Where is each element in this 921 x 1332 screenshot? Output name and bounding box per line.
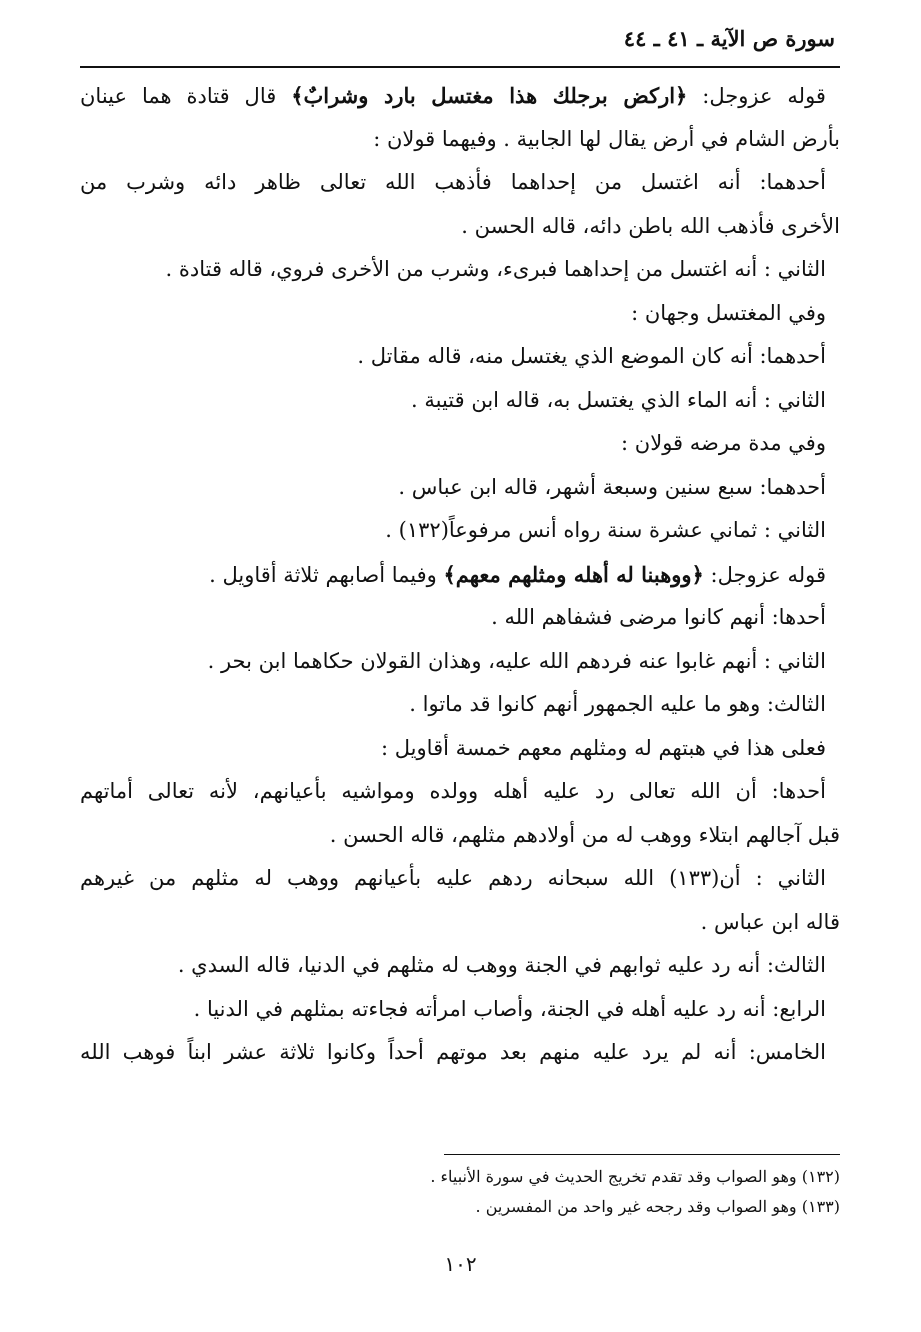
line-text: قوله عزوجل: xyxy=(687,84,826,108)
text-line xyxy=(80,553,840,597)
text-line xyxy=(80,683,840,727)
text-line xyxy=(80,292,840,336)
text-line xyxy=(80,118,840,162)
text-line xyxy=(80,814,840,858)
line-text: أحدهما: أنه كان الموضع الذي يغتسل منه، قاله مقاتل . xyxy=(357,344,826,368)
text-line xyxy=(80,901,840,945)
text-line xyxy=(80,74,840,118)
running-head: سورة ص الآية ـ ٤١ ـ ٤٤ xyxy=(623,26,835,51)
text-line xyxy=(80,988,840,1032)
text-line xyxy=(80,379,840,423)
text-line xyxy=(80,727,840,771)
line-text: أحدهما: أنه اغتسل من إحداهما فأذهب الله تعالى ظاهر دائه وشرب من xyxy=(80,170,826,194)
line-text: الأخرى فأذهب الله باطن دائه، قاله الحسن . xyxy=(461,213,840,238)
text-line xyxy=(80,944,840,988)
text-line xyxy=(80,770,840,814)
line-text: الثالث: وهو ما عليه الجمهور أنهم كانوا قد ماتوا . xyxy=(409,692,826,716)
page-number: ١٠٢ xyxy=(444,1252,477,1276)
line-text: قبل آجالهم ابتلاء ووهب له من أولادهم مثلهم، قاله الحسن . xyxy=(329,822,840,847)
quran-quote: ﴿اركض برجلك هذا مغتسل بارد وشرابٌ﴾ xyxy=(291,83,688,108)
line-text: الخامس: أنه لم يرد عليه منهم بعد موتهم أحداً وكانوا ثلاثة عشر ابناً فوهب الله xyxy=(80,1040,826,1064)
line-text: الثاني : أن(١٣٣) الله سبحانه ردهم عليه بأعيانهم ووهب له مثلهم من غيرهم xyxy=(80,866,826,890)
line-text: أحدها: أنهم كانوا مرضى فشفاهم الله . xyxy=(491,605,826,629)
text-line xyxy=(80,857,840,901)
line-text-continued: قال قتادة هما عينان xyxy=(80,84,292,108)
line-text: بأرض الشام في أرض يقال لها الجابية . وفيهما قولان : xyxy=(373,126,840,151)
line-text: أحدهما: سبع سنين وسبعة أشهر، قاله ابن عباس . xyxy=(398,474,826,499)
text-line xyxy=(80,509,840,553)
line-text: الثاني : أنه اغتسل من إحداهما فبرىء، وشرب من الأخرى فروي، قاله قتادة . xyxy=(165,257,826,281)
text-line xyxy=(80,422,840,466)
footnotes xyxy=(80,1162,840,1222)
line-text: فعلى هذا في هبتهم له ومثلهم معهم خمسة أقاويل : xyxy=(381,735,826,760)
header-rule xyxy=(80,66,840,68)
text-line xyxy=(80,248,840,292)
line-text: الرابع: أنه رد عليه أهله في الجنة، وأصاب امرأته فجاءته بمثلهم في الدنيا . xyxy=(193,996,826,1021)
line-text: الثاني : أنه الماء الذي يغتسل به، قاله ابن قتيبة . xyxy=(411,387,826,412)
footnote-132: (١٣٢) وهو الصواب وقد تقدم تخريج الحديث في سورة الأنبياء . xyxy=(430,1167,840,1186)
text-line xyxy=(80,335,840,379)
line-text: وفي المغتسل وجهان : xyxy=(631,300,826,325)
footnote-rule xyxy=(444,1154,840,1155)
line-text: الثاني : أنهم غابوا عنه فردهم الله عليه، وهذان القولان حكاهما ابن بحر . xyxy=(207,648,826,673)
body-text xyxy=(80,74,840,1075)
text-line xyxy=(80,466,840,510)
footnote-133: (١٣٣) وهو الصواب وقد رجحه غير واحد من المفسرين . xyxy=(475,1197,840,1216)
line-text: الثاني : ثماني عشرة سنة رواه أنس مرفوعاً(١٣٢) . xyxy=(385,518,826,542)
quran-quote: ﴿ووهبنا له أهله ومثلهم معهم﴾ xyxy=(443,561,704,587)
text-line xyxy=(80,205,840,249)
text-line xyxy=(80,1031,840,1075)
line-text: أحدها: أن الله تعالى رد عليه أهله وولده ومواشيه بأعيانهم، لأنه تعالى أماتهم xyxy=(80,779,826,803)
line-text-continued: وفيما أصابهم ثلاثة أقاويل . xyxy=(209,562,444,587)
line-text: وفي مدة مرضه قولان : xyxy=(621,431,826,455)
text-line xyxy=(80,596,840,640)
line-text: قوله عزوجل: xyxy=(703,562,826,587)
line-text: الثالث: أنه رد عليه ثوابهم في الجنة ووهب له مثلهم في الدنيا، قاله السدي . xyxy=(177,953,826,977)
line-text: قاله ابن عباس . xyxy=(700,909,840,934)
text-line xyxy=(80,640,840,684)
text-line xyxy=(80,161,840,205)
